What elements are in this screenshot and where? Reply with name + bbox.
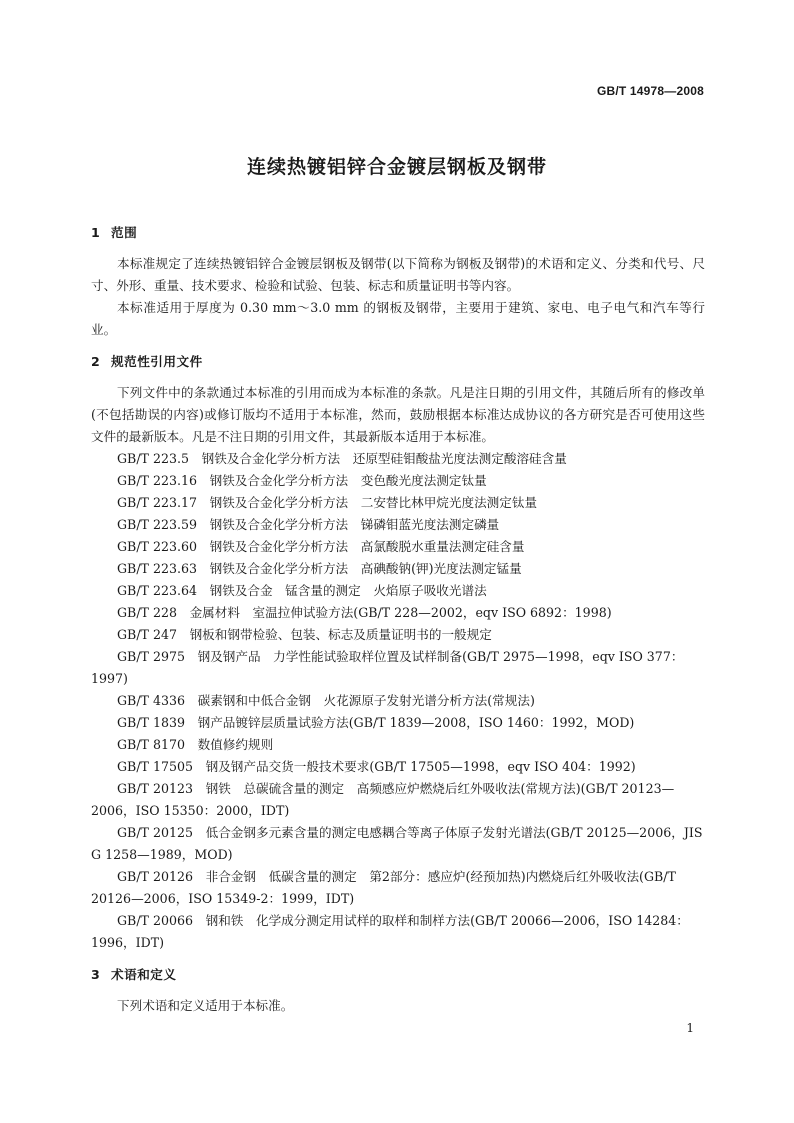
reference-item: GB/T 2975 钢及钢产品 力学性能试验取样位置及试样制备(GB/T 2975—1998，eqv ISO 377：1997) [91,649,684,686]
reference-item: GB/T 247 钢板和钢带检验、包装、标志及质量证明书的一般规定 [117,627,492,642]
reference-item: GB/T 223.16 钢铁及合金化学分析方法 变色酸光度法测定钛量 [117,473,487,488]
section-number: 1 [91,225,101,240]
page-number: 1 [686,1021,694,1035]
reference-item: GB/T 223.60 钢铁及合金化学分析方法 高氯酸脱水重量法测定硅含量 [117,539,525,554]
section-1-heading [91,222,705,244]
section-3-heading [91,964,705,986]
section-number: 3 [91,967,101,982]
section-title: 术语和定义 [111,967,177,982]
section-number: 2 [91,354,101,369]
reference-item: GB/T 20123 钢铁 总碳硫含量的测定 高频感应炉燃烧后红外吸收法(常规方法)(GB/T 20123—2006，ISO 15350：2000，IDT) [91,781,675,818]
section-2-heading [91,351,705,373]
reference-item: GB/T 223.63 钢铁及合金化学分析方法 高碘酸钠(钾)光度法测定锰量 [117,561,522,576]
reference-item: GB/T 4336 碳素钢和中低合金钢 火花源原子发射光谱分析方法(常规法) [117,693,535,708]
reference-item: GB/T 20066 钢和铁 化学成分测定用试样的取样和制样方法(GB/T 20066—2006，ISO 14284：1996，IDT) [91,913,689,950]
section-title: 规范性引用文件 [111,354,203,369]
reference-item: GB/T 223.17 钢铁及合金化学分析方法 二安替比林甲烷光度法测定钛量 [117,495,538,510]
standard-code: GB/T 14978—2008 [596,84,704,98]
reference-item: GB/T 223.59 钢铁及合金化学分析方法 锑磷钼蓝光度法测定磷量 [117,517,500,532]
paragraph: 本标准适用于厚度为 0.30 mm～3.0 mm 的钢板及钢带，主要用于建筑、家电、电子电气和汽车等行业。 [91,300,705,337]
paragraph: 本标准规定了连续热镀铝锌合金镀层钢板及钢带(以下简称为钢板及钢带)的术语和定义、分类和代号、尺寸、外形、重量、技术要求、检验和试验、包装、标志和质量证明书等内容。 [91,256,705,293]
paragraph: 下列文件中的条款通过本标准的引用而成为本标准的条款。凡是注日期的引用文件，其随后所有的修改单(不包括勘误的内容)或修订版均不适用于本标准，然而，鼓励根据本标准达成协议的各方研究是否可使用这些文件的最新版本。凡是不注日期的引用文件，其最新版本适用于本标准。 [91,385,705,444]
reference-item: GB/T 8170 数值修约规则 [117,737,274,752]
reference-item: GB/T 223.5 钢铁及合金化学分析方法 还原型硅钼酸盐光度法测定酸溶硅含量 [117,451,567,466]
reference-item: GB/T 1839 钢产品镀锌层质量试验方法(GB/T 1839—2008，ISO 1460：1992，MOD) [117,715,635,730]
reference-item: GB/T 17505 钢及钢产品交货一般技术要求(GB/T 17505—1998，eqv ISO 404：1992) [117,759,636,774]
reference-item: GB/T 20125 低合金钢多元素含量的测定电感耦合等离子体原子发射光谱法(GB/T 20125—2006，JIS G 1258—1989，MOD) [91,825,703,862]
document-title: 连续热镀铝锌合金镀层钢板及钢带 [246,156,547,178]
reference-item: GB/T 228 金属材料 室温拉伸试验方法(GB/T 228—2002，eqv ISO 6892：1998) [117,605,612,620]
document-body [91,222,705,1017]
section-title: 范围 [111,225,138,240]
paragraph: 下列术语和定义适用于本标准。 [117,998,294,1013]
reference-item: GB/T 223.64 钢铁及合金 锰含量的测定 火焰原子吸收光谱法 [117,583,487,598]
reference-item: GB/T 20126 非合金钢 低碳含量的测定 第2部分：感应炉(经预加热)内燃烧后红外吸收法(GB/T 20126—2006，ISO 15349-2：1999，IDT) [91,869,676,906]
